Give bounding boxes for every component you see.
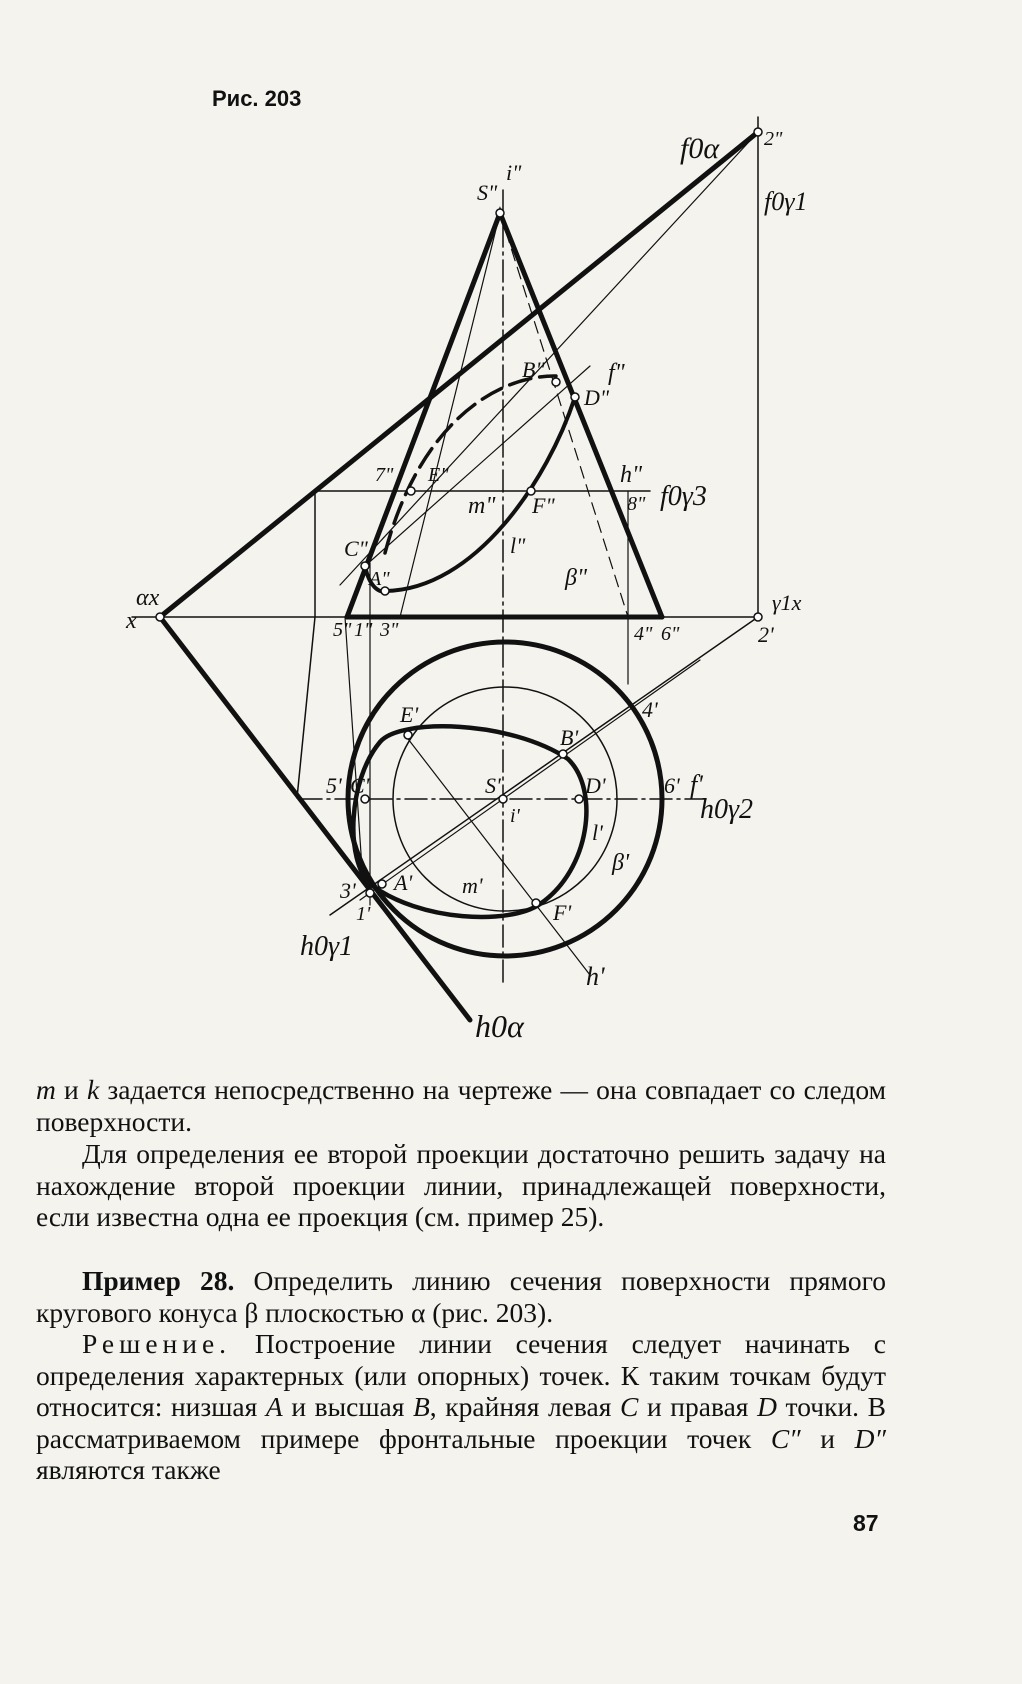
solution-text: Построение линии сечения следует начинать с определения характерных (или опорных) точек. К таким точкам будут относится: низшая xyxy=(36,1328,886,1422)
label-4-top: 4' xyxy=(642,697,658,722)
label-f-gamma3: f0γ3 xyxy=(660,481,707,512)
label-m-top: m' xyxy=(462,873,483,898)
cone-front-outline xyxy=(347,213,662,617)
solution-text: , крайняя левая xyxy=(429,1391,620,1422)
label-beta-front: β" xyxy=(565,565,588,591)
point-D-top xyxy=(575,795,583,803)
symbol-C: C xyxy=(619,1391,639,1422)
label-F-top: F' xyxy=(553,900,572,925)
label-1-top: 1' xyxy=(356,903,371,925)
label-x-axis: x xyxy=(126,608,137,634)
label-gamma-1x: γ1x xyxy=(772,590,802,615)
paragraph-continuation-text: задается непосредственно на чертеже — она совпадает со следом поверхности. xyxy=(36,1074,886,1137)
point-B-front xyxy=(552,378,560,386)
label-7-front: 7" xyxy=(375,464,394,486)
label-f-gamma1: f0γ1 xyxy=(764,187,808,216)
figure-caption: Рис. 203 xyxy=(212,86,302,111)
label-i-top: i' xyxy=(510,805,520,827)
point-S-front xyxy=(496,209,504,217)
label-8-front: 8" xyxy=(627,493,646,515)
label-4-front: 4" xyxy=(634,623,653,645)
projection-link-left xyxy=(297,491,315,798)
point-A-top xyxy=(378,880,386,888)
point-D-front xyxy=(571,393,579,401)
paragraph-continuation xyxy=(36,1074,886,1137)
label-m-front: m" xyxy=(468,493,496,519)
label-h-top: h' xyxy=(586,962,605,991)
generatrix-front xyxy=(400,213,500,617)
conjunction: и xyxy=(55,1074,87,1105)
label-5-top: 5' xyxy=(326,773,342,798)
solution-heading: Решение. xyxy=(82,1328,232,1359)
point-E-front xyxy=(407,487,415,495)
label-1-front: 1" xyxy=(354,619,373,641)
paragraph-solution xyxy=(36,1328,886,1486)
label-l-top: l' xyxy=(592,820,603,845)
point-B-top xyxy=(559,750,567,758)
label-E-front: E" xyxy=(428,464,449,486)
label-D-front: D" xyxy=(584,385,610,410)
solution-text: и правая xyxy=(638,1391,758,1422)
point-3-top xyxy=(366,889,374,897)
paragraph-second-projection: Для определения ее второй проекции достаточно решить задачу на нахождение второй проекции линии, принадлежащей поверхности, если известна одна ее проекция (см. пример 25). xyxy=(36,1138,886,1232)
point-2-front xyxy=(754,128,762,136)
label-E-top: E' xyxy=(400,702,419,727)
label-F-front: F" xyxy=(532,493,555,518)
symbol-C-double-prime: C″ xyxy=(770,1422,801,1454)
label-3-top: 3' xyxy=(340,878,356,903)
label-6-top: 6' xyxy=(664,773,680,798)
symbol-m: m xyxy=(36,1074,56,1105)
label-f-top: f' xyxy=(690,770,703,799)
label-i-front: i" xyxy=(506,160,522,185)
section-curve-front-dashed xyxy=(385,376,556,553)
page-number: 87 xyxy=(853,1510,879,1536)
solution-text: точки. В рассматриваемом примере фронтальные проекции точек xyxy=(36,1391,886,1454)
symbol-B: B xyxy=(412,1391,430,1422)
label-S-front: S" xyxy=(477,180,498,205)
label-6-front: 6" xyxy=(661,623,680,645)
label-A-front: A" xyxy=(369,568,390,590)
label-2-front: 2" xyxy=(764,128,783,150)
label-D-top: D' xyxy=(585,773,606,798)
label-5-front: 5" xyxy=(333,619,352,641)
label-h-alpha: h0α xyxy=(475,1008,524,1044)
label-C-top: C' xyxy=(350,773,370,798)
symbol-D-double-prime: D″ xyxy=(854,1422,886,1454)
point-gamma-1x xyxy=(754,613,762,621)
label-S-top: S' xyxy=(485,773,501,798)
example-text: Определить линию сечения поверхности прямого кругового конуса β плоскостью α (рис. 203). xyxy=(36,1265,886,1328)
point-F-top xyxy=(532,899,540,907)
solution-text: и xyxy=(800,1422,855,1454)
label-h-gamma2: h0γ2 xyxy=(700,794,754,825)
label-f-beta: f" xyxy=(608,360,625,386)
label-l-front: l" xyxy=(510,533,526,558)
secant-front-1 xyxy=(365,366,590,566)
label-h-front: h" xyxy=(620,462,643,488)
label-3-front: 3" xyxy=(380,619,399,641)
point-E-top xyxy=(404,731,412,739)
label-2-top: 2' xyxy=(758,622,774,647)
label-B-top: B' xyxy=(560,725,579,750)
paragraph-example-28 xyxy=(36,1265,886,1328)
symbol-A: A xyxy=(265,1391,283,1422)
label-A-top: A' xyxy=(394,870,413,895)
solution-text: и высшая xyxy=(282,1391,413,1422)
label-beta-top: β' xyxy=(612,850,630,876)
example-heading: Пример 28. xyxy=(82,1265,235,1296)
label-f-alpha: f0α xyxy=(680,132,720,165)
alpha-front-trace xyxy=(160,132,758,617)
label-alpha-x: αx xyxy=(136,585,160,611)
point-alpha-x xyxy=(156,613,164,621)
label-h-gamma1: h0γ1 xyxy=(300,931,354,962)
label-C-front: C" xyxy=(344,536,368,561)
point-C-front xyxy=(361,562,369,570)
symbol-k: k xyxy=(86,1074,100,1105)
solution-text: являются также xyxy=(36,1454,221,1485)
symbol-D: D xyxy=(757,1391,777,1422)
label-B-front: B" xyxy=(522,357,545,382)
